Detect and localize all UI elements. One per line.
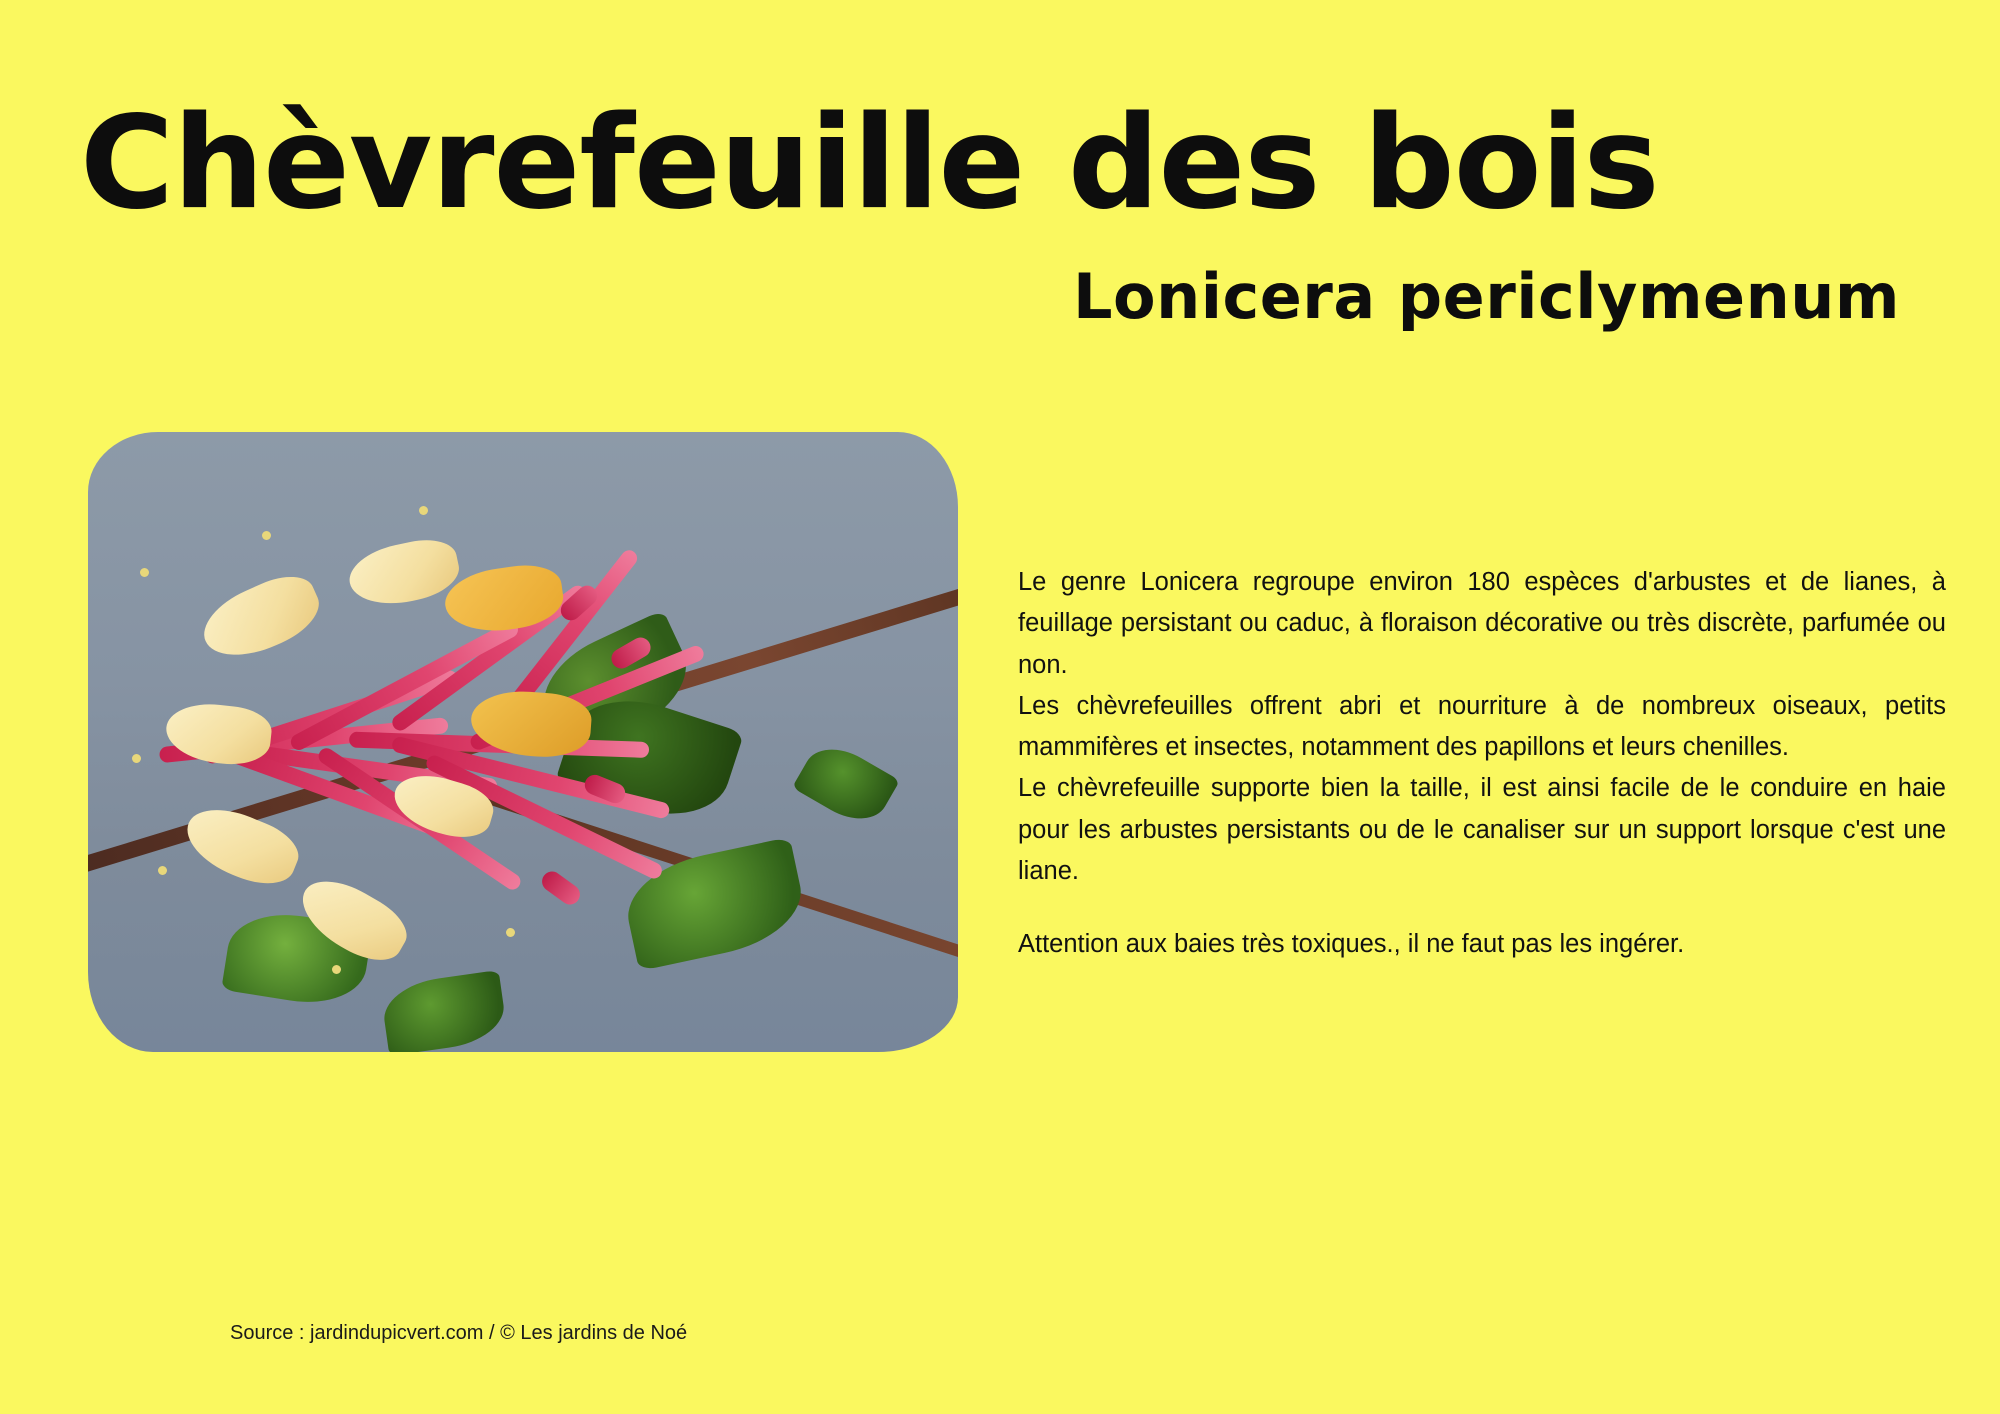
- title-block: [0, 89, 2000, 333]
- photo-canvas: [88, 432, 958, 1052]
- paragraph-2: Les chèvrefeuilles offrent abri et nourriture à de nombreux oiseaux, petits mammifères et insectes, notamment des papillons et leurs chenilles.: [1018, 691, 1946, 762]
- stamen-tip: [262, 531, 271, 540]
- flower-petal: [441, 560, 566, 638]
- source-credit: Source : jardindupicvert.com / © Les jardins de Noé: [230, 1322, 688, 1344]
- leaf: [380, 970, 509, 1052]
- paragraph-1: Le genre Lonicera regroupe environ 180 espèces d'arbustes et de lianes, à feuillage persistant ou caduc, à floraison décorative ou très discrète, parfumée ou non.: [1018, 568, 1946, 679]
- page-title: Chèvrefeuille des bois: [80, 89, 1659, 238]
- stamen-tip: [158, 866, 167, 875]
- description-text: [1018, 562, 1946, 966]
- flower-petal: [194, 565, 329, 670]
- scientific-name: Lonicera periclymenum: [1072, 260, 1900, 333]
- stamen-tip: [419, 506, 428, 515]
- stamen-tip: [132, 754, 141, 763]
- paragraph-3: Le chèvrefeuille supporte bien la taille, il est ainsi facile de le conduire en haie pour les arbustes persistants ou de le canaliser sur un support lorsque c'est une liane.: [1018, 774, 1946, 886]
- leaf: [792, 736, 900, 833]
- plant-photo: [88, 432, 958, 1052]
- stamen-tip: [140, 568, 149, 577]
- leaf: [619, 836, 811, 970]
- stamen-tip: [506, 928, 515, 937]
- flower-bud: [539, 868, 585, 909]
- paragraph-4: Attention aux baies très toxiques., il ne faut pas les ingérer.: [1018, 930, 1685, 959]
- stamen-tip: [332, 965, 341, 974]
